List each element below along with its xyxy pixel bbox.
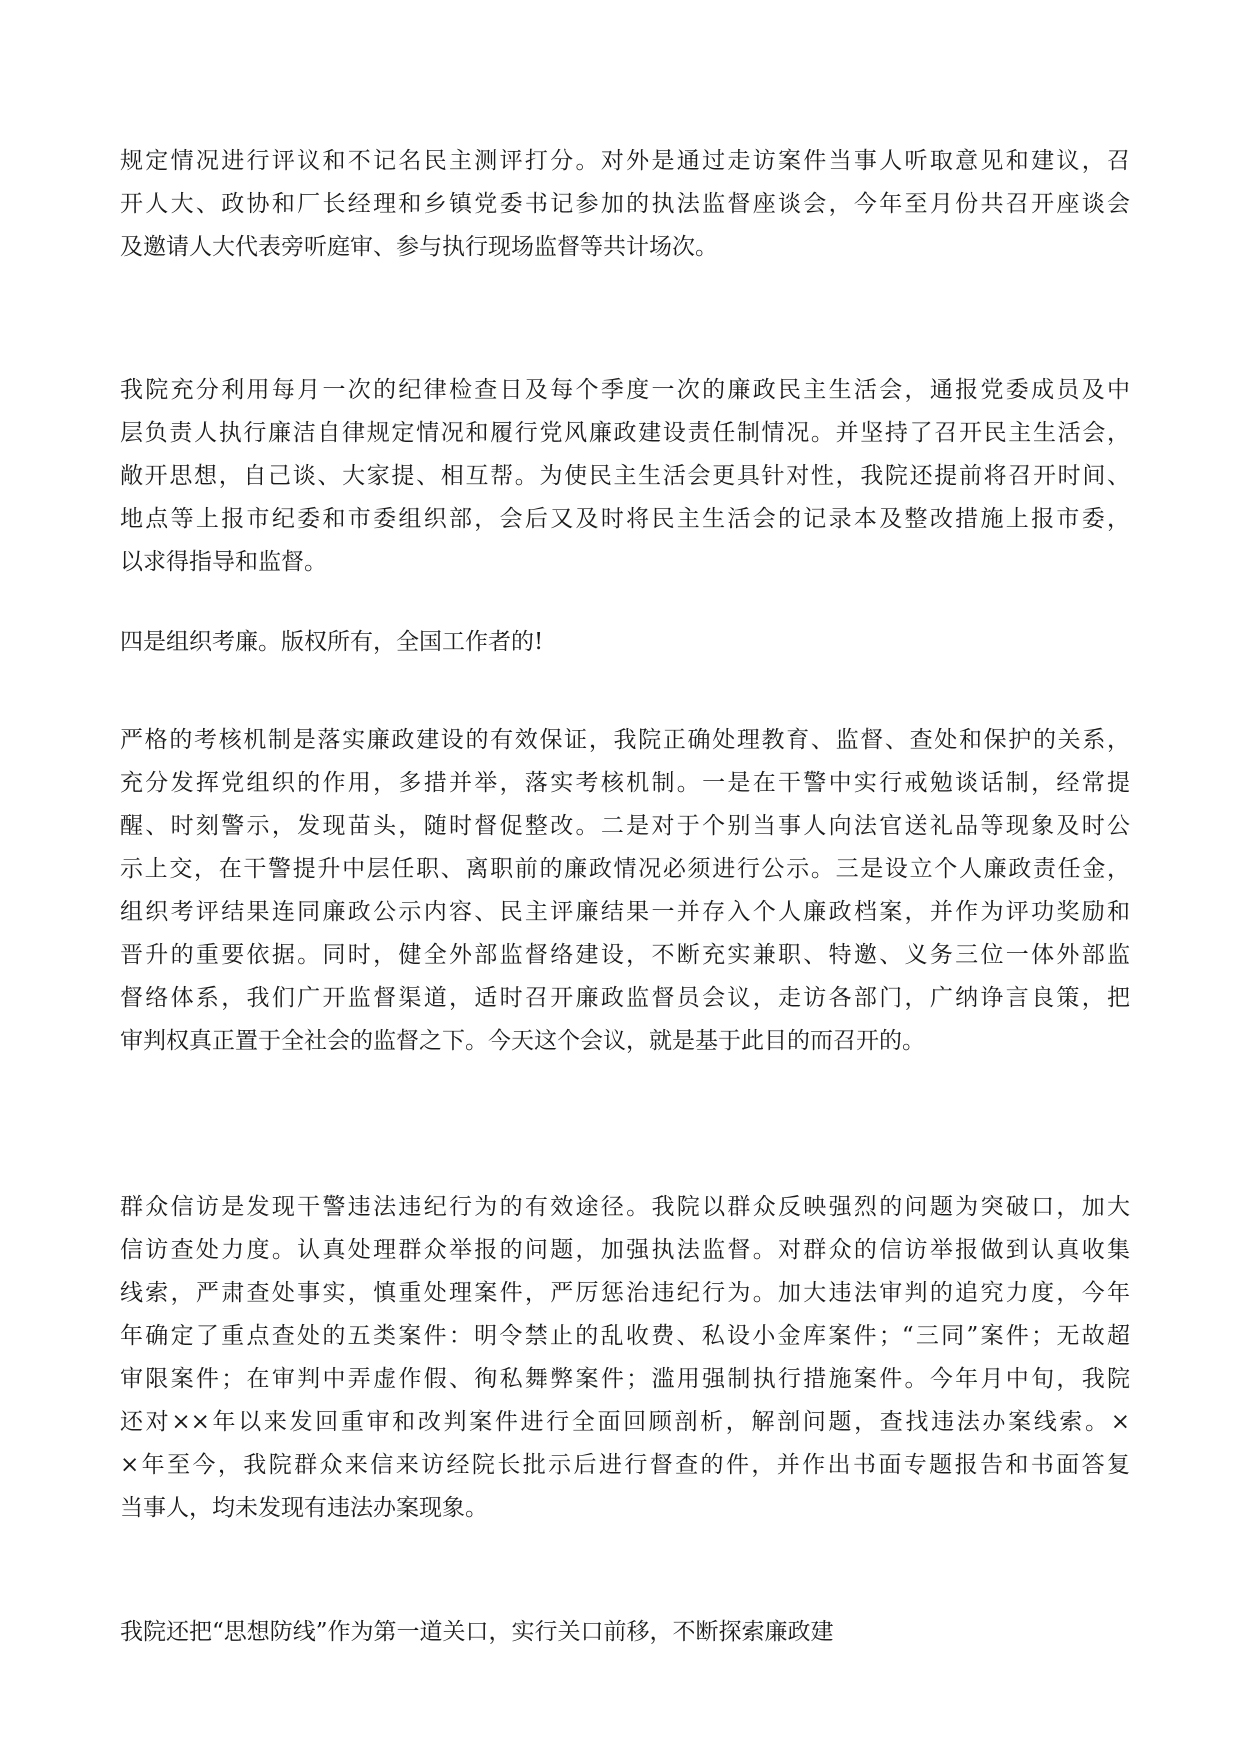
paragraph — [120, 719, 1130, 1063]
text-line: 充分发挥党组织的作用，多措并举，落实考核机制。一是在干警中实行戒勉谈话制，经常提 — [120, 770, 1130, 796]
text-line: 我院还把“思想防线”作为第一道关口，实行关口前移，不断探索廉政建 — [120, 1619, 834, 1645]
text-line: 审限案件；在审判中弄虚作假、徇私舞弊案件；滥用强制执行措施案件。今年月中旬，我院 — [120, 1366, 1130, 1392]
text-line: 层负责人执行廉洁自律规定情况和履行党风廉政建设责任制情况。并坚持了召开民主生活会， — [120, 420, 1130, 446]
text-line: 线索，严肃查处事实，慎重处理案件，严厉惩治违纪行为。加大违法审判的追究力度，今年 — [120, 1280, 1130, 1306]
text-line: ×年至今，我院群众来信来访经院长批示后进行督查的件，并作出书面专题报告和书面答复 — [120, 1452, 1130, 1478]
text-line: 四是组织考廉。版权所有，全国工作者的! — [120, 629, 544, 655]
text-line: 醒、时刻警示，发现苗头，随时督促整改。二是对于个别当事人向法官送礼品等现象及时公 — [120, 813, 1130, 839]
text-line: 规定情况进行评议和不记名民主测评打分。对外是通过走访案件当事人听取意见和建议，召 — [120, 148, 1130, 174]
text-line: 地点等上报市纪委和市委组织部，会后又及时将民主生活会的记录本及整改措施上报市委， — [120, 506, 1130, 532]
text-line: 及邀请人大代表旁听庭审、参与执行现场监督等共计场次。 — [120, 234, 718, 260]
paragraph — [120, 140, 1130, 269]
text-line: 年确定了重点查处的五类案件：明令禁止的乱收费、私设小金库案件；“三同”案件；无故超 — [120, 1323, 1130, 1349]
text-line: 群众信访是发现干警违法违纪行为的有效途径。我院以群众反映强烈的问题为突破口，加大 — [120, 1194, 1130, 1220]
text-line: 敞开思想，自己谈、大家提、相互帮。为使民主生活会更具针对性，我院还提前将召开时间、 — [120, 463, 1130, 489]
paragraph — [120, 621, 1130, 664]
text-line: 还对××年以来发回重审和改判案件进行全面回顾剖析，解剖问题，查找违法办案线索。× — [120, 1409, 1130, 1435]
text-line: 开人大、政协和厂长经理和乡镇党委书记参加的执法监督座谈会，今年至月份共召开座谈会 — [120, 191, 1130, 217]
text-line: 当事人，均未发现有违法办案现象。 — [120, 1495, 488, 1521]
text-line: 示上交，在干警提升中层任职、离职前的廉政情况必须进行公示。三是设立个人廉政责任金， — [120, 856, 1130, 882]
text-line: 信访查处力度。认真处理群众举报的问题，加强执法监督。对群众的信访举报做到认真收集 — [120, 1237, 1130, 1263]
text-line: 以求得指导和监督。 — [120, 549, 327, 575]
text-line: 组织考评结果连同廉政公示内容、民主评廉结果一并存入个人廉政档案，并作为评功奖励和 — [120, 899, 1130, 925]
text-line: 审判权真正置于全社会的监督之下。今天这个会议，就是基于此目的而召开的。 — [120, 1028, 925, 1054]
text-line: 我院充分利用每月一次的纪律检查日及每个季度一次的廉政民主生活会，通报党委成员及中 — [120, 377, 1130, 403]
paragraph — [120, 1186, 1130, 1530]
paragraph — [120, 369, 1130, 584]
text-line: 严格的考核机制是落实廉政建设的有效保证，我院正确处理教育、监督、查处和保护的关系， — [120, 727, 1130, 753]
paragraph — [120, 1611, 1130, 1654]
text-line: 晋升的重要依据。同时，健全外部监督络建设，不断充实兼职、特邀、义务三位一体外部监 — [120, 942, 1130, 968]
text-line: 督络体系，我们广开监督渠道，适时召开廉政监督员会议，走访各部门，广纳诤言良策，把 — [120, 985, 1130, 1011]
